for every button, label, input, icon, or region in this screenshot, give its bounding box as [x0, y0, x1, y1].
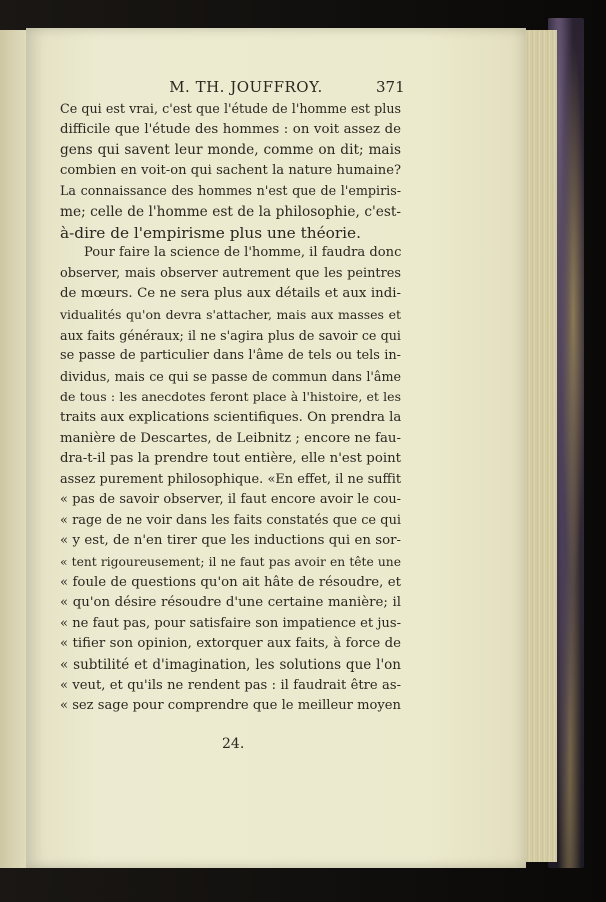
text-line: Ce qui est vrai, c'est que l'étude de l'homme est plus: [60, 101, 401, 116]
text-line: à-dire de l'empirisme plus une théorie.: [60, 223, 361, 242]
text-line: gens qui savent leur monde, comme on dit; mais: [60, 142, 401, 159]
text-line: dividus, mais ce qui se passe de commun dans l'âme: [60, 368, 401, 384]
text-line: « subtilité et d'imagination, les solutions que l'on: [60, 657, 401, 674]
text-line: « foule de questions qu'on ait hâte de résoudre, et: [60, 574, 401, 590]
text-line: Pour faire la science de l'homme, il faudra donc: [84, 245, 402, 261]
text-line: « y est, de n'en tirer que les inductions qui en sor-: [60, 533, 401, 549]
text-line: vidualités qu'on devra s'attacher, mais aux masses et: [60, 306, 401, 322]
text-line: « tifier son opinion, extorquer aux faits, à force de: [60, 636, 401, 652]
text-line: « ne faut pas, pour satisfaire son impatience et jus-: [60, 615, 401, 631]
text-line: « pas de savoir observer, il faut encore avoir le cou-: [60, 492, 401, 508]
text-line: « tent rigoureusement; il ne faut pas avoir en tête une: [60, 555, 401, 570]
book-page: [26, 28, 526, 868]
text-line: La connaissance des hommes n'est que de l'empiris-: [60, 183, 401, 199]
text-line: dra-t-il pas la prendre tout entière, elle n'est point: [60, 451, 401, 467]
text-line: aux faits généraux; il ne s'agira plus de savoir ce qui: [60, 327, 401, 343]
text-line: combien en voit-on qui sachent la nature humaine?: [60, 162, 401, 178]
text-line: manière de Descartes, de Leibnitz ; encore ne fau-: [60, 430, 401, 446]
text-line: difficile que l'étude des hommes : on voit assez de: [60, 121, 401, 137]
text-line: « rage de ne voir dans les faits constatés que ce qui: [60, 512, 401, 528]
signature-mark: 24.: [222, 736, 245, 752]
page-number: 371: [376, 78, 405, 96]
text-line: observer, mais observer autrement que les peintres: [60, 265, 401, 281]
text-line: de tous : les anecdotes feront place à l'histoire, et les: [60, 389, 401, 405]
text-line: « sez sage pour comprendre que le meilleur moyen: [60, 698, 401, 714]
text-line: de mœurs. Ce ne sera plus aux détails et aux indi-: [60, 286, 401, 302]
text-line: me; celle de l'homme est de la philosophie, c'est-: [60, 203, 401, 220]
text-line: « qu'on désire résoudre d'une certaine manière; il: [60, 595, 401, 611]
text-line: « veut, et qu'ils ne rendent pas : il faudrait être as-: [60, 677, 401, 693]
text-line: assez purement philosophique. «En effet, il ne suffit: [60, 471, 401, 487]
text-line: se passe de particulier dans l'âme de tels ou tels in-: [60, 348, 401, 364]
body-text: [60, 99, 401, 717]
text-line: traits aux explications scientifiques. On prendra la: [60, 409, 402, 425]
running-head: M. TH. JOUFFROY.: [169, 78, 323, 96]
